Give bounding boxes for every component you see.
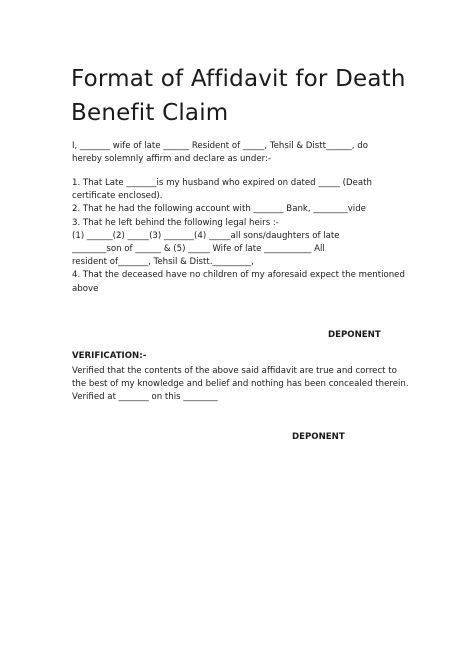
point-line: 1. That Late _______is my husband who expired on dated _____ (Death bbox=[72, 178, 372, 188]
point-line: 4. That the deceased have no children of my aforesaid expect the mentioned bbox=[72, 270, 405, 281]
point-line: above bbox=[72, 283, 99, 294]
declaration-points bbox=[72, 177, 412, 296]
verification-heading: VERIFICATION:- bbox=[72, 351, 147, 361]
point-line: ________son of ______ & (5) _____ Wife of late ___________ All bbox=[72, 244, 325, 255]
point-line: (1) ______(2) _____(3) _______(4) _____all sons/daughters of late bbox=[72, 230, 340, 241]
intro-line: hereby solemnly affirm and declare as under:- bbox=[72, 154, 272, 165]
verification-paragraph bbox=[72, 365, 412, 405]
intro-paragraph bbox=[72, 140, 412, 166]
document-title bbox=[71, 62, 441, 130]
verification-line: Verified at _______ on this ________ bbox=[72, 392, 218, 403]
deponent-label-final: DEPONENT bbox=[292, 432, 345, 442]
verification-line: Verified that the contents of the above said affidavit are true and correct to bbox=[72, 366, 397, 376]
point-line: 3. That he left behind the following legal heirs :- bbox=[72, 217, 279, 228]
intro-line: I, _______ wife of late ______ Resident of _____, Tehsil & Distt______, do bbox=[72, 141, 368, 151]
verification-line: the best of my knowledge and belief and nothing has been concealed therein. bbox=[72, 379, 409, 390]
deponent-label: DEPONENT bbox=[328, 330, 381, 340]
title-line-2: Benefit Claim bbox=[71, 100, 229, 126]
title-line-1: Format of Affidavit for Death bbox=[71, 66, 406, 92]
point-line: 2. That he had the following account with _______ Bank, ________vide bbox=[72, 204, 366, 215]
point-line: certificate enclosed). bbox=[72, 191, 163, 202]
point-line: resident of_______, Tehsil & Distt._________, bbox=[72, 257, 254, 268]
